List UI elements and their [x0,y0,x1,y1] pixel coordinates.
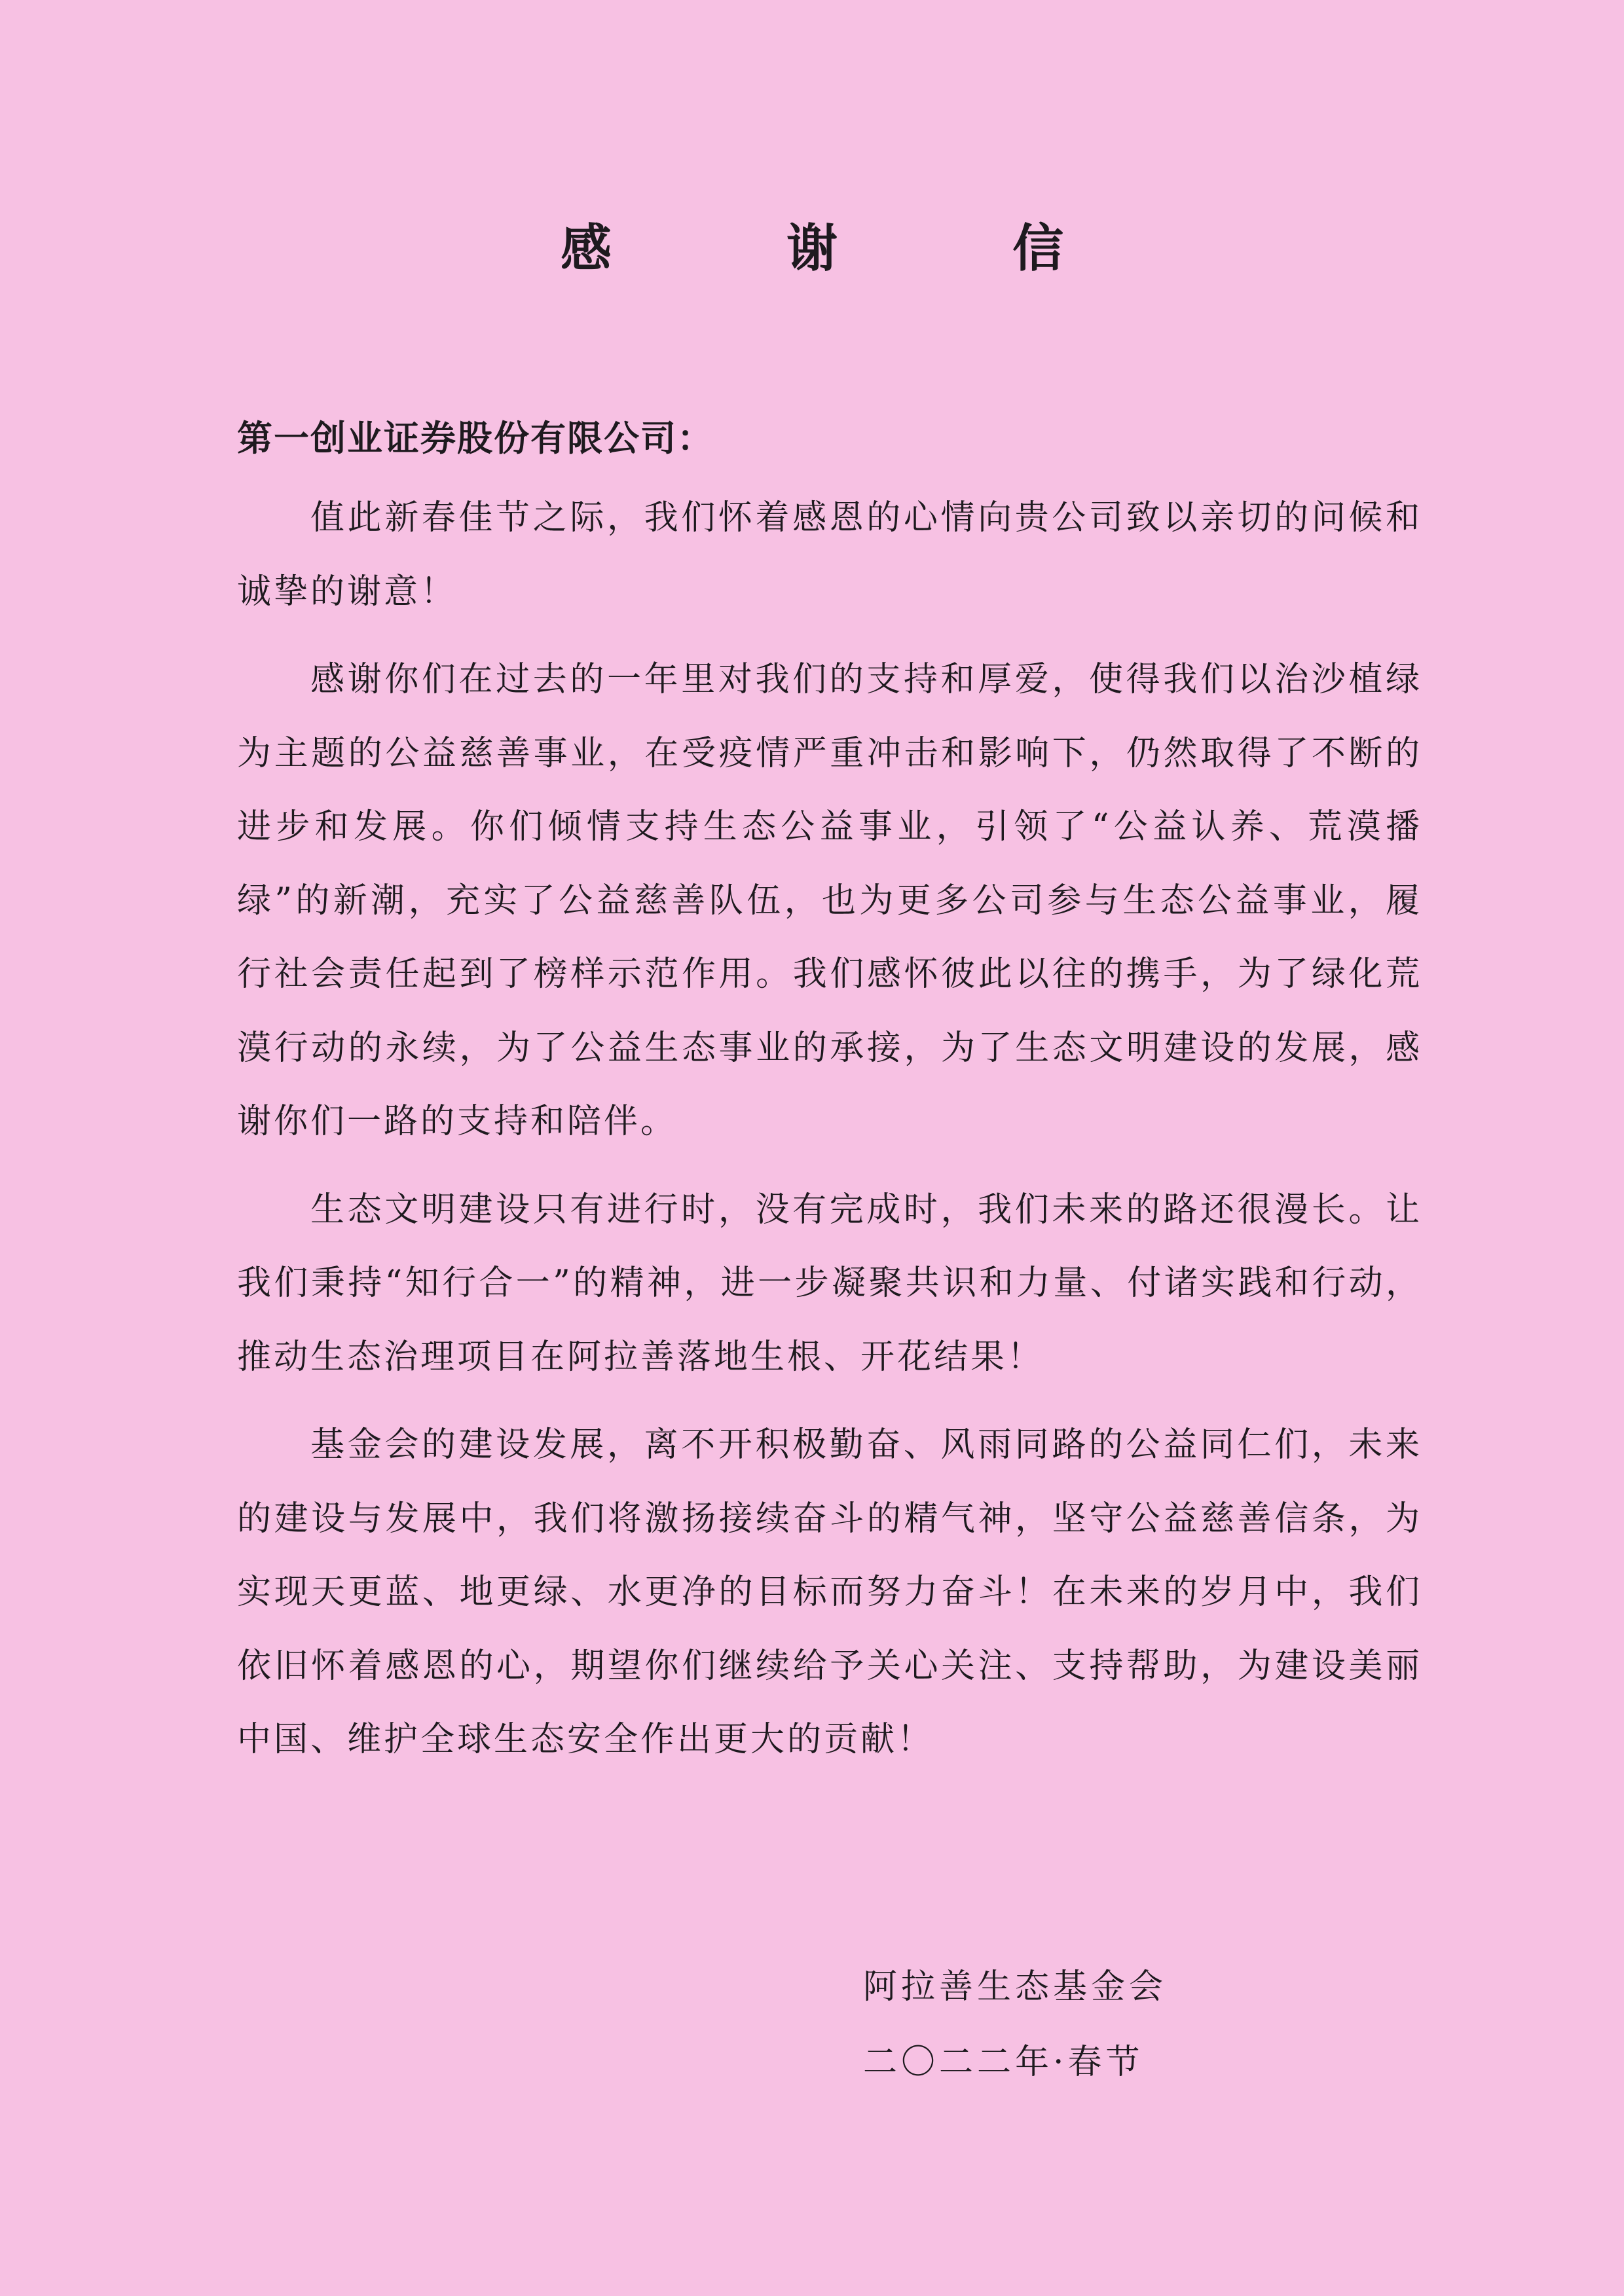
paragraph-thanks: 感谢你们在过去的一年里对我们的支持和厚爱，使得我们以治沙植绿为主题的公益慈善事业，在受疫情严重冲击和影响下，仍然取得了不断的进步和发展。你们倾情支持生态公益事业，引领了“公益认养、荒漠播绿”的新潮，充实了公益慈善队伍，也为更多公司参与生态公益事业，履行社会责任起到了榜样示范作用。我们感怀彼此以往的携手，为了绿化荒漠行动的永续，为了公益生态事业的承接，为了生态文明建设的发展，感谢你们一路的支持和陪伴。 [237,660,1422,1141]
recipient-salutation: 第一创业证券股份有限公司： [237,418,714,459]
signature-block [863,1950,1167,2100]
letter-body [237,481,1422,1791]
signature-organization: 阿拉善生态基金会 [863,1967,1168,2007]
signature-date: 二〇二二年·春节 [863,2043,1144,2082]
paragraph-future: 基金会的建设发展，离不开积极勤奋、风雨同路的公益同仁们，未来的建设与发展中，我们将激扬接续奋斗的精气神，坚守公益慈善信条，为实现天更蓝、地更绿、水更净的目标而努力奋斗！在未来的岁月中，我们依旧怀着感恩的心，期望你们继续给予关心关注、支持帮助，为建设美丽中国、维护全球生态安全作出更大的贡献！ [237,1425,1422,1759]
paragraph-greeting: 值此新春佳节之际，我们怀着感恩的心情向贵公司致以亲切的问候和诚挚的谢意！ [237,498,1422,611]
letter-title: 感 谢 信 [560,219,1143,278]
paragraph-ecology: 生态文明建设只有进行时，没有完成时，我们未来的路还很漫长。让我们秉持“知行合一”的精神，进一步凝聚共识和力量、付诸实践和行动，推动生态治理项目在阿拉善落地生根、开花结果！ [237,1190,1422,1377]
